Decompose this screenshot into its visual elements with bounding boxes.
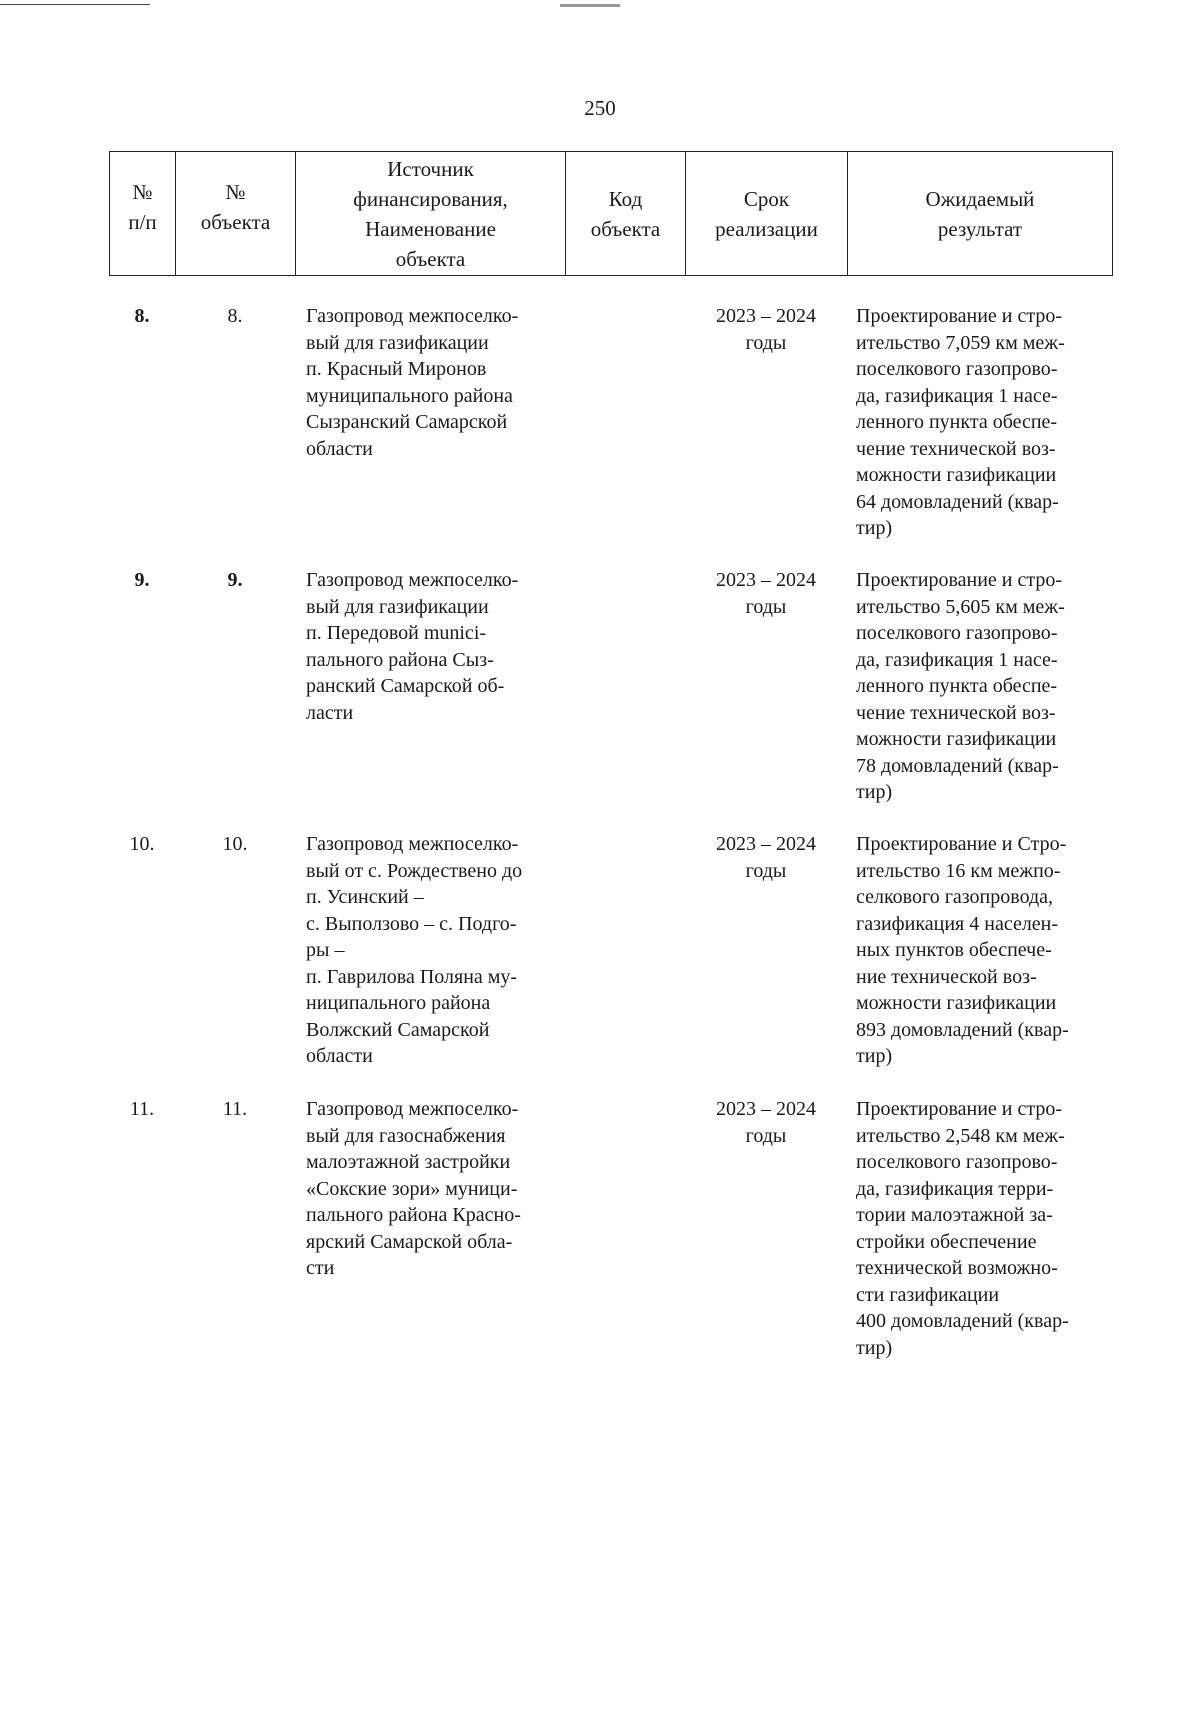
col-header-source-name: Источник финансирования, Наименование объекта <box>296 152 566 276</box>
row-number: 10. <box>129 833 155 855</box>
object-name: Газопровод межпоселко- вый для газоснабжения малоэтажной застройки «Сокские зори» муници- пального района Красно- ярский Самарской обла- сти <box>306 1098 521 1279</box>
expected-result: Проектирование и стро- ительство 2,548 км меж- поселкового газопрово- да, газификация терри- тории малоэтажной за- стройки обеспечение технической возможно- сти газификации 400 домовладений (квар- тир) <box>856 1098 1069 1359</box>
row-number: 11. <box>129 1098 155 1120</box>
scan-smudge <box>560 4 620 7</box>
object-number: 9. <box>227 569 243 591</box>
expected-result: Проектирование и Стро- ительство 16 км межпо- селкового газопровода, газификация 4 населен- ных пунктов обеспече- ние технической воз- можности газификации 893 домовладений (квар- тир) <box>856 833 1069 1067</box>
col-header-result: Ожидаемый результат <box>848 152 1113 276</box>
col-header-term: Срок реализации <box>686 152 848 276</box>
implementation-term: 2023 – 2024 годы <box>716 569 816 618</box>
col-header-num: № п/п <box>110 152 176 276</box>
object-number: 8. <box>227 305 243 327</box>
expected-result: Проектирование и стро- ительство 5,605 км меж- поселкового газопрово- да, газификация 1 насе- ленного пункта обеспе- чение технической воз- можности газификации 78 домовладений (квар- тир) <box>856 569 1065 803</box>
implementation-term: 2023 – 2024 годы <box>716 833 816 882</box>
object-name: Газопровод межпоселко- вый для газификации п. Передовой munici- пального района Сыз- ранский Самарской об- ласти <box>306 569 519 724</box>
object-name: Газопровод межпоселко- вый для газификации п. Красный Миронов муниципального района Сызранский Самарской области <box>306 305 519 460</box>
implementation-term: 2023 – 2024 годы <box>716 1098 816 1147</box>
row-number: 8. <box>134 305 150 327</box>
col-header-object-code: Код объекта <box>566 152 686 276</box>
object-name: Газопровод межпоселко- вый от с. Рождествено до п. Усинский – с. Выползово – с. Подго- ры – п. Гаврилова Поляна му- ниципального района Волжский Самарской области <box>306 833 523 1067</box>
expected-result: Проектирование и стро- ительство 7,059 км меж- поселкового газопрово- да, газификация 1 насе- ленного пункта обеспе- чение технической воз- можности газификации 64 домовладений (квар- тир) <box>856 305 1065 539</box>
object-number: 11. <box>222 1098 248 1120</box>
col-header-object-num: № объекта <box>176 152 296 276</box>
object-number: 10. <box>222 833 248 855</box>
table-header <box>109 151 1113 276</box>
implementation-term: 2023 – 2024 годы <box>716 305 816 354</box>
page-number: 250 <box>584 96 616 120</box>
row-number: 9. <box>134 569 150 591</box>
scan-line <box>0 4 150 5</box>
